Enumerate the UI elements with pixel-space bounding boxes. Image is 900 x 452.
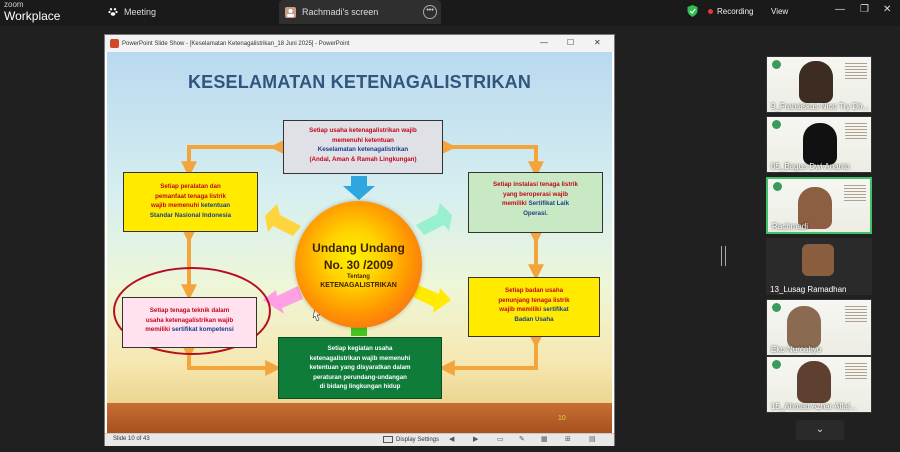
background-text <box>844 185 866 201</box>
reading-view-icon[interactable]: ▤ <box>589 436 596 443</box>
background-text <box>845 123 867 139</box>
ppt-status-bar <box>105 433 614 446</box>
tab-shared-screen-label: Rachmadi's screen <box>302 7 379 17</box>
avatar-icon <box>285 7 296 18</box>
box-left-bottom-line1: Setiap tenaga teknik dalam <box>149 307 230 314</box>
participant-tile[interactable] <box>766 116 872 173</box>
box-right-top-line4: Operasi. <box>523 209 548 217</box>
slide-sorter-icon[interactable]: ⊞ <box>565 436 571 443</box>
participant-video <box>802 244 834 276</box>
recording-indicator[interactable] <box>708 0 753 22</box>
institution-logo <box>772 60 781 69</box>
box-right-bottom-line3b: sertifikat <box>542 306 569 314</box>
box-top-line2: memenuhi ketentuan <box>332 136 394 144</box>
zoom-workplace-logo <box>4 1 60 22</box>
slide-counter: Slide 10 of 43 <box>113 436 150 442</box>
collapse-participants-button[interactable] <box>796 420 844 440</box>
participant-name: Eko Nurcahyo <box>771 345 822 354</box>
participant-name: 9_Fransiskus Nico Try Dh... <box>771 102 870 111</box>
box-right-top-line3a: memiliki <box>501 200 529 208</box>
close-icon[interactable]: ✕ <box>883 4 892 15</box>
participant-video <box>799 61 833 103</box>
box-lingkungan <box>278 337 442 399</box>
box-slo <box>468 172 603 233</box>
sun-line1: Undang Undang <box>312 241 405 255</box>
box-right-top-line2: yang beroperasi wajib <box>503 190 568 198</box>
box-right-bottom-line1: Setiap badan usaha <box>504 287 564 294</box>
more-options-icon[interactable]: ••• <box>423 5 437 19</box>
box-keselamatan <box>283 120 443 174</box>
box-left-top-line1: Setiap peralatan dan <box>160 183 221 190</box>
box-top-line4: (Andal, Aman & Ramah Lingkungan) <box>309 155 417 163</box>
participant-video <box>803 123 837 165</box>
sun-line3: Tentang <box>347 274 370 280</box>
view-button[interactable] <box>771 0 788 22</box>
tab-meeting[interactable] <box>108 0 156 24</box>
box-left-bottom-line2: usaha ketenagalistrikan wajib <box>145 316 234 324</box>
ppt-close-icon[interactable]: ✕ <box>594 38 601 47</box>
powerpoint-window-title: PowerPoint Slide Show - [Keselamatan Ketenagalistrikan_18 Juni 2025] - PowerPoint <box>122 40 350 47</box>
ppt-minimize-icon[interactable]: — <box>540 38 548 47</box>
normal-view-icon[interactable]: ▭ <box>497 436 504 443</box>
grid-view-icon[interactable]: ▦ <box>541 436 548 443</box>
ppt-maximize-icon[interactable]: ☐ <box>567 38 575 47</box>
recording-label: Recording <box>717 6 754 16</box>
logo-top: zoom <box>4 0 24 9</box>
slide-title: KESELAMATAN KETENAGALISTRIKAN <box>187 72 532 92</box>
institution-logo <box>773 182 782 191</box>
box-badan-usaha <box>468 277 600 337</box>
background-text <box>845 63 867 79</box>
box-left-bottom-line3b: sertifikat kompetensi <box>171 326 234 334</box>
box-bottom-line3: ketentuan yang disyaratkan dalam <box>309 364 411 372</box>
sun-line4: KETENAGALISTRIKAN <box>320 282 397 289</box>
logo-bottom: Workplace <box>4 9 61 23</box>
participant-tile[interactable] <box>766 299 872 356</box>
monitor-icon <box>383 436 393 443</box>
paw-icon <box>108 7 118 17</box>
top-bar <box>0 0 900 26</box>
box-left-top-line3a: wajib memenuhi <box>150 202 201 210</box>
institution-logo <box>772 303 781 312</box>
box-left-bottom-line3a: memiliki <box>145 326 172 334</box>
box-top-line1: Setiap usaha ketenagalistrikan wajib <box>309 127 417 134</box>
slide-page-number: 10 <box>558 415 566 422</box>
chevron-down-icon: ⌄ <box>815 424 825 435</box>
box-bottom-line4: peraturan perundang-undangan <box>313 373 407 381</box>
box-kompetensi <box>122 297 257 348</box>
display-settings-label: Display Settings <box>396 436 440 443</box>
participant-name: 13_Lusag Ramadhan <box>770 285 847 294</box>
previous-slide-icon[interactable]: ◀ <box>449 436 455 443</box>
background-text <box>845 363 867 379</box>
maximize-icon[interactable]: ❐ <box>860 4 869 15</box>
box-right-top-line1: Setiap instalasi tenaga listrik <box>493 181 578 188</box>
slide-ground-band <box>107 403 612 433</box>
participant-tile-active-speaker[interactable] <box>766 177 872 234</box>
next-slide-icon[interactable]: ▶ <box>473 436 479 443</box>
background-text <box>845 306 867 322</box>
powerpoint-window <box>104 34 615 446</box>
minimize-icon[interactable]: — <box>835 4 845 15</box>
record-dot-icon <box>708 9 713 14</box>
slide-canvas <box>107 52 612 433</box>
participant-name: Rachmadi <box>772 222 809 231</box>
pen-icon[interactable]: ✎ <box>519 436 525 443</box>
box-bottom-line5: di bidang lingkungan hidup <box>319 383 401 391</box>
view-label: View <box>771 6 789 16</box>
security-shield-icon[interactable] <box>687 0 698 22</box>
box-left-top-line2: pemanfaat tenaga listrik <box>155 192 226 200</box>
participant-tile[interactable] <box>766 356 872 413</box>
display-settings-button[interactable] <box>383 436 439 443</box>
box-left-top-line4: Standar Nasional Indonesia <box>149 211 232 219</box>
tab-meeting-label: Meeting <box>124 7 157 17</box>
tab-shared-screen[interactable] <box>279 0 441 24</box>
box-right-bottom-line4: Badan Usaha <box>514 315 554 323</box>
powerpoint-titlebar <box>105 35 614 52</box>
participant-tile[interactable] <box>766 238 872 295</box>
box-left-top-line3b: ketentuan <box>200 202 231 210</box>
participant-sidebar <box>764 56 874 411</box>
sun-undang-undang <box>295 201 422 328</box>
box-bottom-line2: ketenagalistrikan wajib memenuhi <box>309 354 411 362</box>
powerpoint-icon <box>110 39 119 48</box>
participant-video <box>797 361 831 403</box>
box-bottom-line1: Setiap kegiatan usaha <box>327 345 393 352</box>
participant-video <box>787 306 821 348</box>
institution-logo <box>772 360 781 369</box>
box-right-bottom-line2: penunjang tenaga listrik <box>498 296 570 304</box>
participant-name: 15_Ahmad Azhar Alfal... <box>771 402 857 411</box>
participant-name: 05_Bagus Dwi Ananto <box>771 162 850 171</box>
box-right-top-line3b: Sertifikat Laik <box>528 200 570 208</box>
box-sni <box>123 172 258 232</box>
sun-line2: No. 30 /2009 <box>323 258 394 272</box>
participant-tile[interactable] <box>766 56 872 113</box>
box-top-line3: Keselamatan ketenagalistrikan <box>317 146 409 154</box>
institution-logo <box>772 120 781 129</box>
resize-handle[interactable] <box>721 246 726 266</box>
box-right-bottom-line3a: wajib memiliki <box>499 306 543 314</box>
